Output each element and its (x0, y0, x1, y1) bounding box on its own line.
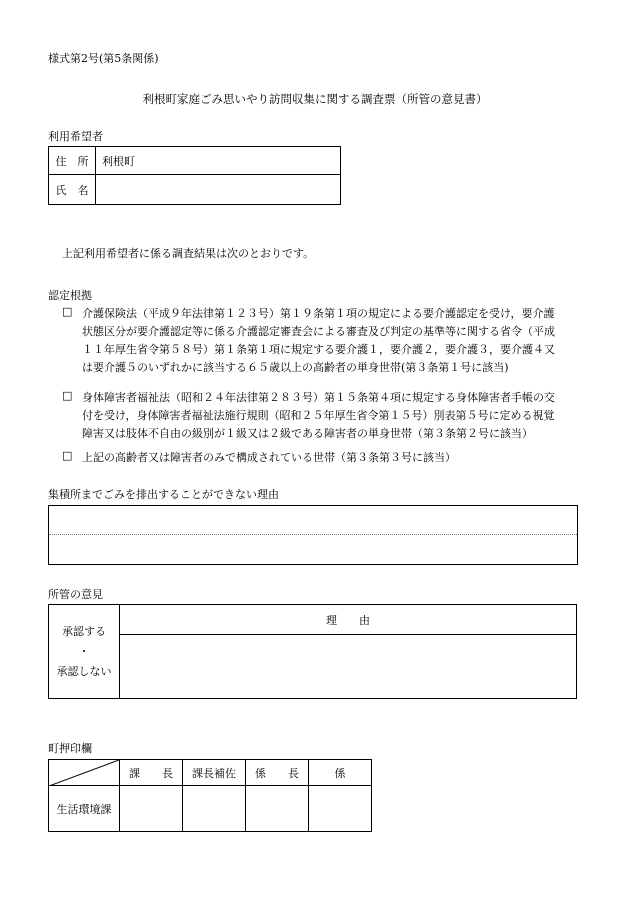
name-label: 氏 名 (49, 175, 96, 205)
seal-stamp-cell[interactable] (120, 786, 183, 832)
seal-column-header: 係 (309, 760, 372, 786)
criteria-text (82, 305, 602, 377)
criteria-heading: 認定根拠 (48, 289, 92, 302)
approve-option[interactable]: 承認する (62, 624, 106, 638)
criteria-line: 上記の高齢者又は障害者のみで構成されている世帯（第３条第３号に該当） (82, 451, 456, 464)
seal-stamp-cell[interactable] (183, 786, 246, 832)
page-title: 利根町家庭ごみ思いやり訪問収集に関する調査票（所管の意見書） (142, 92, 488, 106)
criteria-line: は要介護５のいずれかに該当する６５歳以上の高齢者の単身世帯(第３条第１号に該当) (82, 361, 509, 374)
opinion-table (48, 604, 577, 699)
disapprove-option[interactable]: 承認しない (56, 664, 112, 678)
intro-text: 上記利用希望者に係る調査結果は次のとおりです。 (62, 247, 315, 260)
diagonal-line (49, 760, 119, 786)
reason-line-2[interactable] (49, 535, 577, 563)
reason-box (48, 505, 578, 565)
checkbox-icon[interactable]: □ (62, 389, 73, 402)
reason-line-1[interactable] (49, 506, 577, 534)
applicant-table (48, 146, 341, 205)
criteria-line: 身体障害者福祉法（昭和２４年法律第２８３号）第１５条第４項に規定する身体障害者手帳の交 (82, 391, 555, 404)
opinion-reason-value[interactable] (120, 635, 577, 699)
seal-corner-cell (49, 760, 120, 786)
seal-heading: 町押印欄 (48, 742, 92, 755)
seal-column-header: 課長補佐 (183, 760, 246, 786)
criteria-line: 介護保険法（平成９年法律第１２３号）第１９条第１項の規定による要介護認定を受け，要介護 (82, 307, 555, 320)
checkbox-icon[interactable]: □ (62, 305, 73, 318)
criteria-line: 状態区分が要介護認定等に係る介護認定審査会による審査及び判定の基準等に関する省令（平成 (82, 325, 555, 338)
criteria-line: 障害又は肢体不自由の級別が１級又は２級である障害者の単身世帯（第３条第２号に該当） (82, 427, 533, 440)
option-separator: ・ (78, 644, 90, 658)
seal-stamp-cell[interactable] (309, 786, 372, 832)
seal-row-label: 生活環境課 (49, 786, 120, 832)
seal-stamp-cell[interactable] (246, 786, 309, 832)
opinion-heading: 所管の意見 (48, 588, 103, 601)
approval-cell (49, 605, 120, 699)
criteria-line: １１年厚生省令第５８号）第１条第１項に規定する要介護１，要介護２，要介護３，要介護４又 (82, 343, 555, 356)
criteria-text (82, 449, 602, 467)
form-number: 様式第2号(第5条関係) (48, 52, 159, 65)
address-label: 住 所 (49, 147, 96, 175)
checkbox-icon[interactable]: □ (62, 449, 73, 462)
criteria-text (82, 389, 602, 443)
reason-heading: 集積所までごみを排出することができない理由 (48, 488, 279, 501)
seal-table (48, 759, 372, 832)
seal-column-header: 係 長 (246, 760, 309, 786)
name-value[interactable] (96, 175, 341, 205)
criteria-line: 付を受け，身体障害者福祉法施行規則（昭和２５年厚生省令第１５号）別表第５号に定める視覚 (82, 409, 555, 422)
address-value[interactable]: 利根町 (96, 147, 341, 175)
applicant-heading: 利用希望者 (48, 130, 103, 143)
opinion-reason-header: 理 由 (120, 605, 577, 635)
seal-column-header: 課 長 (120, 760, 183, 786)
